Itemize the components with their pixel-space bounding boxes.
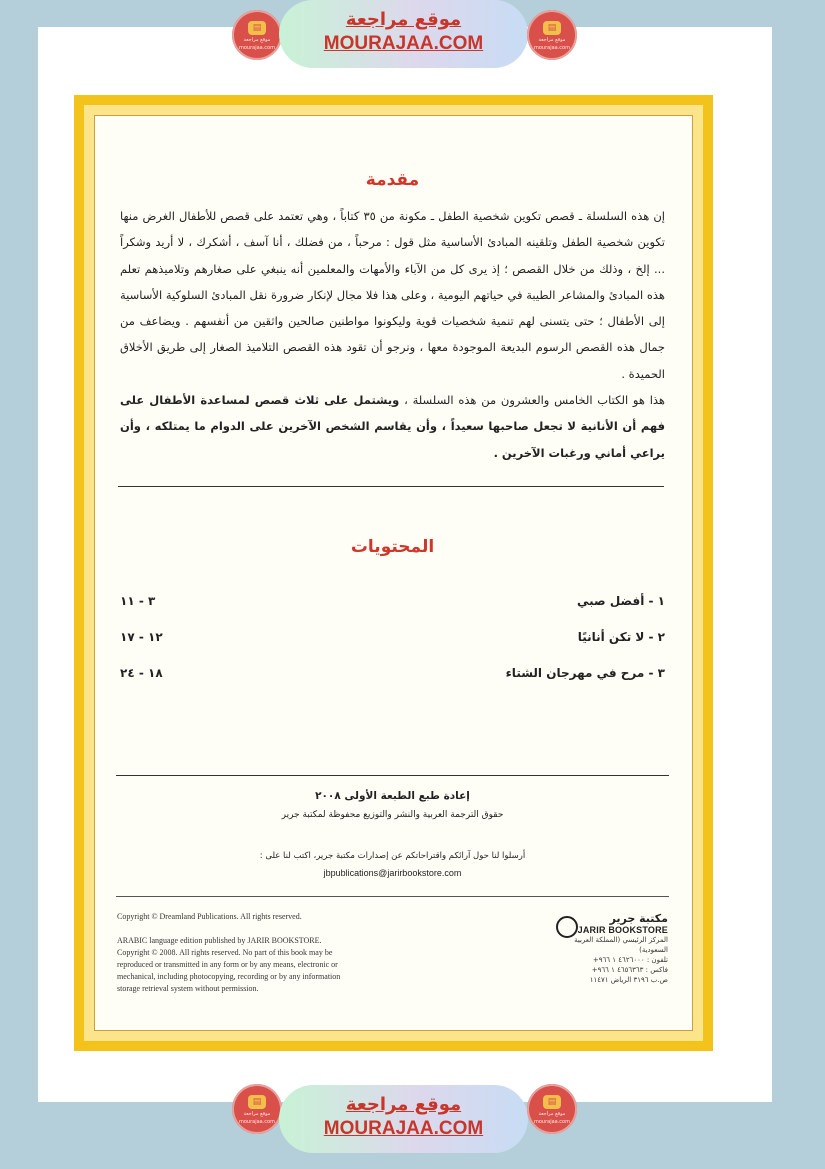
copyright-line: storage retrieval system without permission. [117,984,259,993]
contact-email[interactable]: jbpublications@jarirbookstore.com [323,868,462,878]
toc-title: ١ - أفضل صبي [577,594,665,608]
logo-sub: mourajaa.com [238,45,275,51]
site-logo-right-top [527,10,577,60]
toc-pages: ١٨ - ٢٤ [120,666,163,680]
toc-row [120,666,665,686]
divider [118,486,664,487]
watermark-banner-bottom[interactable] [279,1085,528,1153]
watermark-english: MOURAJAA.COM [323,33,484,54]
watermark-english: MOURAJAA.COM [323,1118,484,1139]
reprint-line: إعادة طبع الطبعة الأولى ٢٠٠٨ [315,790,470,802]
intro-paragraph-2 [120,387,665,466]
publisher-phone: تلفون : ٤٦٢٦٠٠٠ ١ ٩٦٦+ [592,956,668,964]
copyright-line: Copyright © 2008. All rights reserved. No part of this book may be [117,948,333,957]
logo-caption: موقع مراجعة [538,37,566,43]
intro-text [120,203,665,466]
intro-paragraph-2-plain: هذا هو الكتاب الخامس والعشرون من هذه السلسلة ، [404,393,665,408]
book-icon: ▤ [543,1095,561,1109]
intro-paragraph-2-bold: ويشتمل على ثلاث قصص لمساعدة الأطفال على فهم أن الأنانية لا تجعل صاحبها سعيداً ، وأن يقاسم الشخص الآخرين على الدوام ما يمتلكه ، وأن يراعي أماني ورغبات الآخرين . [120,393,665,460]
book-icon: ▤ [248,21,266,35]
publisher-name-en: JARIR BOOKSTORE [577,925,668,935]
site-logo-left-bottom [232,1084,282,1134]
divider [116,896,669,897]
site-logo-left-top [232,10,282,60]
copyright-line: mechanical, including photocopying, recording or by any information [117,972,341,981]
toc-pages: ٣ - ١١ [120,594,156,608]
divider [116,775,669,776]
book-icon: ▤ [543,21,561,35]
publisher-pobox: ص.ب ٣١٩٦ الرياض ١١٤٧١ [589,976,668,984]
logo-sub: mourajaa.com [238,1119,275,1125]
watermark-arabic: موقع مراجعة [345,1094,462,1115]
publisher-hq: المركز الرئيسي (المملكة العربية السعودية) [574,936,668,954]
contact-prompt: أرسلوا لنا حول آرائكم واقتراحاتكم عن إصدارات مكتبة جرير، اكتب لنا على : [259,851,526,861]
logo-caption: موقع مراجعة [538,1111,566,1117]
intro-heading: مقدمة [365,170,420,190]
publisher-name-ar: مكتبة جرير [609,912,668,925]
copyright-line: reproduced or transmitted in any form or by any means, electronic or [117,960,338,969]
copyright-line: ARABIC language edition published by JARIR BOOKSTORE. [117,936,322,945]
toc-title: ٣ - مرح في مهرجان الشتاء [505,666,665,680]
book-icon: ▤ [248,1095,266,1109]
copyright-line: Copyright © Dreamland Publications. All rights reserved. [117,912,302,921]
publisher-block [556,912,668,985]
contents-heading: المحتويات [350,537,435,557]
intro-paragraph-1: إن هذه السلسلة ـ قصص تكوين شخصية الطفل ـ مكونة من ٣٥ كتاباً ، وهي تعتمد على قصص للأطفال الغرض منها تكوين شخصية الطفل وتلقينه المبادئ الأساسية مثل قول : مرحباً ، من فضلك ، أنا آسف ، أشكرك ، لا أريد وشكراً ... إلخ ، وذلك من خلال القصص ؛ إذ يرى كل من الآباء والأمهات والمعلمين أنه ينبغي على صغارهم وتلاميذهم تعلم هذه المبادئ والمشاعر الطيبة في حياتهم اليومية ، وعلى هذا فلا مجال لإنكار ضرورة نقل المبادئ السلوكية الأساسية إلى الأطفال ؛ حتى يتسنى لهم تنمية شخصيات قوية وليكونوا مواطنين صالحين واثقين من أنفسهم . ويضاعف من جمال هذه القصص الرسوم البديعة الموجودة معها ، ونرجو أن تقود هذه القصص التلاميذ الصغار إلى طريق الأخلاق الحميدة . [120,209,665,381]
logo-sub: mourajaa.com [533,1119,570,1125]
logo-sub: mourajaa.com [533,45,570,51]
logo-caption: موقع مراجعة [243,37,271,43]
logo-caption: موقع مراجعة [243,1111,271,1117]
watermark-banner-top[interactable] [279,0,528,68]
publisher-fax: فاكس : ٤٦٥٦٣٦٣ ١ ٩٦٦+ [591,966,668,974]
jarir-logo-icon [556,916,578,938]
toc-title: ٢ - لا تكن أنانيًا [577,630,665,644]
toc-row [120,630,665,650]
site-logo-right-bottom [527,1084,577,1134]
toc-row [120,594,665,614]
watermark-arabic: موقع مراجعة [345,9,462,30]
rights-line: حقوق الترجمة العربية والنشر والتوزيع محفوظة لمكتبة جرير [281,810,504,820]
toc-pages: ١٢ - ١٧ [120,630,163,644]
